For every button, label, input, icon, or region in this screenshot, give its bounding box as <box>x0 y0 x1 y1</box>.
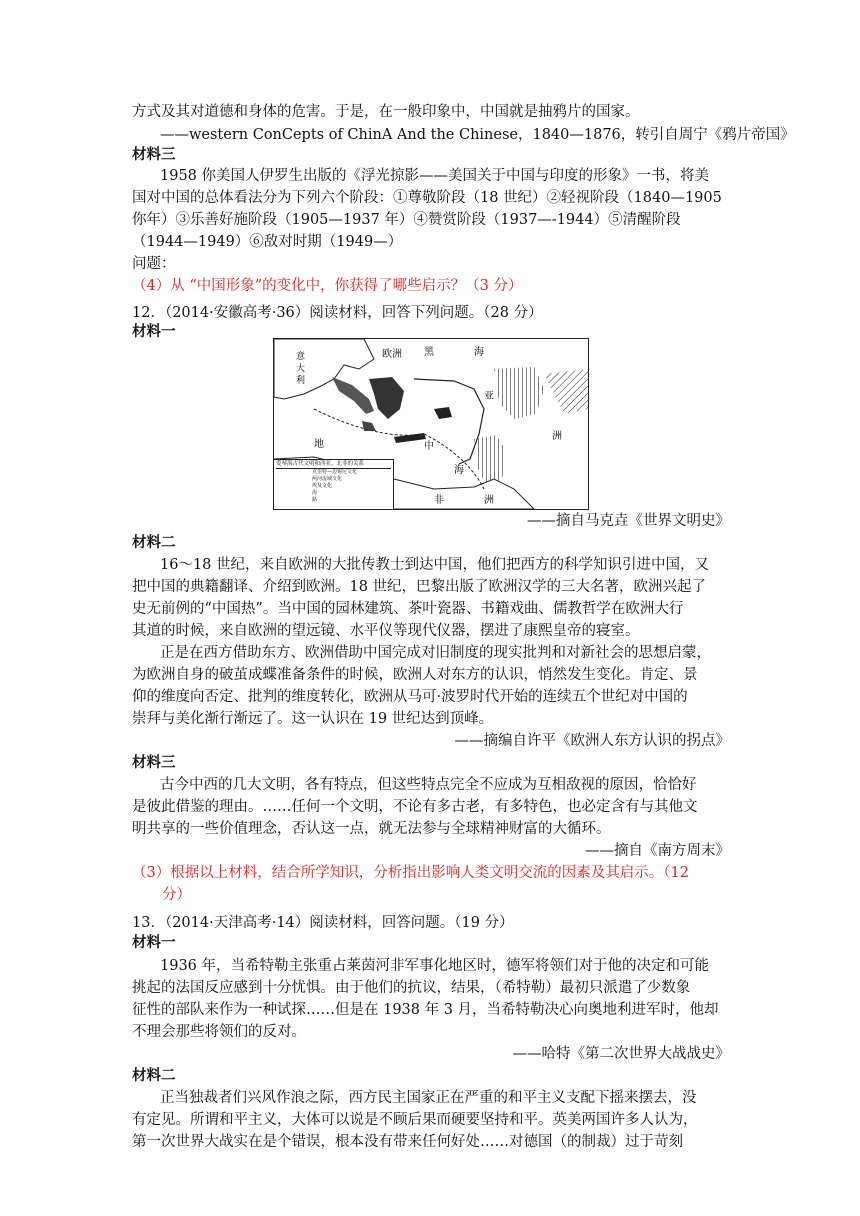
section-label: 材料二 <box>132 534 176 551</box>
question-12-header: 12．（2014·安徽高考·36）阅读材料，回答下列问题。（28 分） <box>132 305 543 321</box>
text-line: 崇拜与美化渐行渐远了。这一认识在 19 世纪达到顶峰。 <box>132 711 494 727</box>
section-label: 材料一 <box>132 934 176 951</box>
question-label: 问题： <box>132 256 176 272</box>
text-line: 正当独裁者们兴风作浪之际，西方民主国家正在严重的和平主义支配下摇来摆去，没 <box>160 1090 697 1106</box>
legend-title: 爱琴海古代文明和西亚、北非的关系 <box>276 461 391 469</box>
question-4: （4）从 “中国形象”的变化中，你获得了哪些启示？（3 分） <box>132 278 523 294</box>
map-label: 欧洲 <box>382 349 402 360</box>
text-line: 有定见。所谓和平主义，大体可以说是不顾后果而硬要坚持和平。英美两国许多人认为， <box>132 1112 698 1128</box>
legend-item: 路 <box>312 497 318 503</box>
text-line: 16～18 世纪，来自欧洲的大批传教士到达中国，他们把西方的科学知识引进中国，又 <box>160 557 710 573</box>
section-label: 材料一 <box>132 323 176 340</box>
ancient-mediterranean-map <box>273 338 589 510</box>
source-citation: ——western ConCepts of ChinA And the Chinese，1840—1876，转引自周宁《鸦片帝国》 <box>160 127 795 143</box>
source-citation: ——哈特《第二次世界大战战史》 <box>512 1046 730 1062</box>
text-line: 方式及其对道德和身体的危害。于是，在一般印象中，中国就是抽鸦片的国家。 <box>132 104 640 120</box>
section-label: 材料二 <box>132 1067 176 1084</box>
source-citation: ——摘自《南方周末》 <box>585 843 730 859</box>
map-label: 海 <box>474 347 484 358</box>
question-3: （3）根据以上材料，结合所学知识，分析指出影响人类文明交流的因素及其启示。（12 <box>132 865 689 881</box>
map-label: 中 <box>424 441 434 452</box>
legend-item: 克里特—迈锡尼文化 <box>312 469 358 475</box>
text-line: 仰的维度向否定、批判的维度转化，欧洲从马可·波罗时代开始的连续五个世纪对中国的 <box>132 689 688 705</box>
text-line: 不理会那些将领们的反对。 <box>132 1024 306 1040</box>
legend-item: 两河流域文化 <box>312 476 343 482</box>
text-line: 国对中国的总体看法分为下列六个阶段：①尊敬阶段（18 世纪）②轻视阶段（1840—1905 <box>132 190 722 206</box>
source-citation: ——摘自马克垚《世界文明史》 <box>527 513 730 529</box>
map-label: 亚 <box>484 391 494 402</box>
text-line: 挑起的法国反应感到十分忧惧。由于他们的抗议，结果，（希特勒）最初只派遣了少数象 <box>132 980 691 996</box>
text-line: 史无前例的“中国热”。当中国的园林建筑、茶叶瓷器、书籍戏曲、儒教哲学在欧洲大行 <box>132 601 684 617</box>
text-line: 古今中西的几大文明，各有特点，但这些特点完全不应成为互相敌视的原因，恰恰好 <box>160 777 697 793</box>
map-label: 黑 <box>424 347 434 358</box>
legend-item: 海 <box>312 490 318 496</box>
map-label: 意 <box>296 352 306 362</box>
legend-item: 埃及文化 <box>312 483 333 489</box>
map-label: 海 <box>454 465 464 476</box>
text-line: 把中国的典籍翻译、介绍到欧洲。18 世纪，巴黎出版了欧洲汉学的三大名著，欧洲兴起了 <box>132 579 707 595</box>
map-label: 大 <box>296 364 306 374</box>
text-line: 正是在西方借助东方、欧洲借助中国完成对旧制度的现实批判和对新社会的思想启蒙， <box>160 645 711 661</box>
map-label: 非 <box>434 495 444 506</box>
source-citation: ——摘编自许平《欧洲人东方认识的拐点》 <box>454 733 730 749</box>
map-legend <box>274 459 394 509</box>
text-line: 1958 你美国人伊罗生出版的《浮光掠影——美国关于中国与印度的形象》一书，将美 <box>160 168 710 184</box>
text-line: 是彼此借鉴的理由。……任何一个文明，不论有多古老，有多特色，也必定含有与其他文 <box>132 799 698 815</box>
text-line: 你年）③乐善好施阶段（1905—1937 年）④赞赏阶段（1937—-1944）⑤清醒阶段 <box>132 212 681 228</box>
map-label: 利 <box>296 376 306 386</box>
map-label: 洲 <box>552 431 562 442</box>
map-label: 地 <box>314 439 324 450</box>
text-line: 明共享的一些价值理念，否认这一点，就无法参与全球精神财富的大循环。 <box>132 821 611 837</box>
text-line: 其道的时候，来自欧洲的望远镜、水平仪等现代仪器，摆进了康熙皇帝的寝室。 <box>132 623 640 639</box>
text-line: 1936 年，当希特勒主张重占莱茵河非军事化地区时，德军将领们对于他的决定和可能 <box>160 958 710 974</box>
section-label: 材料三 <box>132 754 176 771</box>
section-label: 材料三 <box>132 146 176 163</box>
text-line: 为欧洲自身的破茧成蝶准备条件的时候，欧洲人对东方的认识，悄然发生变化。肯定、景 <box>132 667 698 683</box>
question-13-header: 13．（2014·天津高考·14）阅读材料，回答问题。（19 分） <box>132 915 514 931</box>
text-line: 第一次世界大战实在是个错误，根本没有带来任何好处……对德国（的制裁）过于苛刻 <box>132 1134 683 1150</box>
map-label: 洲 <box>484 495 494 506</box>
text-line: 征性的部队来作为一种试探……但是在 1938 年 3 月，当希特勒决心向奥地利进军时，他却 <box>132 1002 719 1018</box>
text-line: （1944—1949）⑥敌对时期（1949—） <box>132 234 403 250</box>
question-3-continued: 分） <box>162 887 191 903</box>
